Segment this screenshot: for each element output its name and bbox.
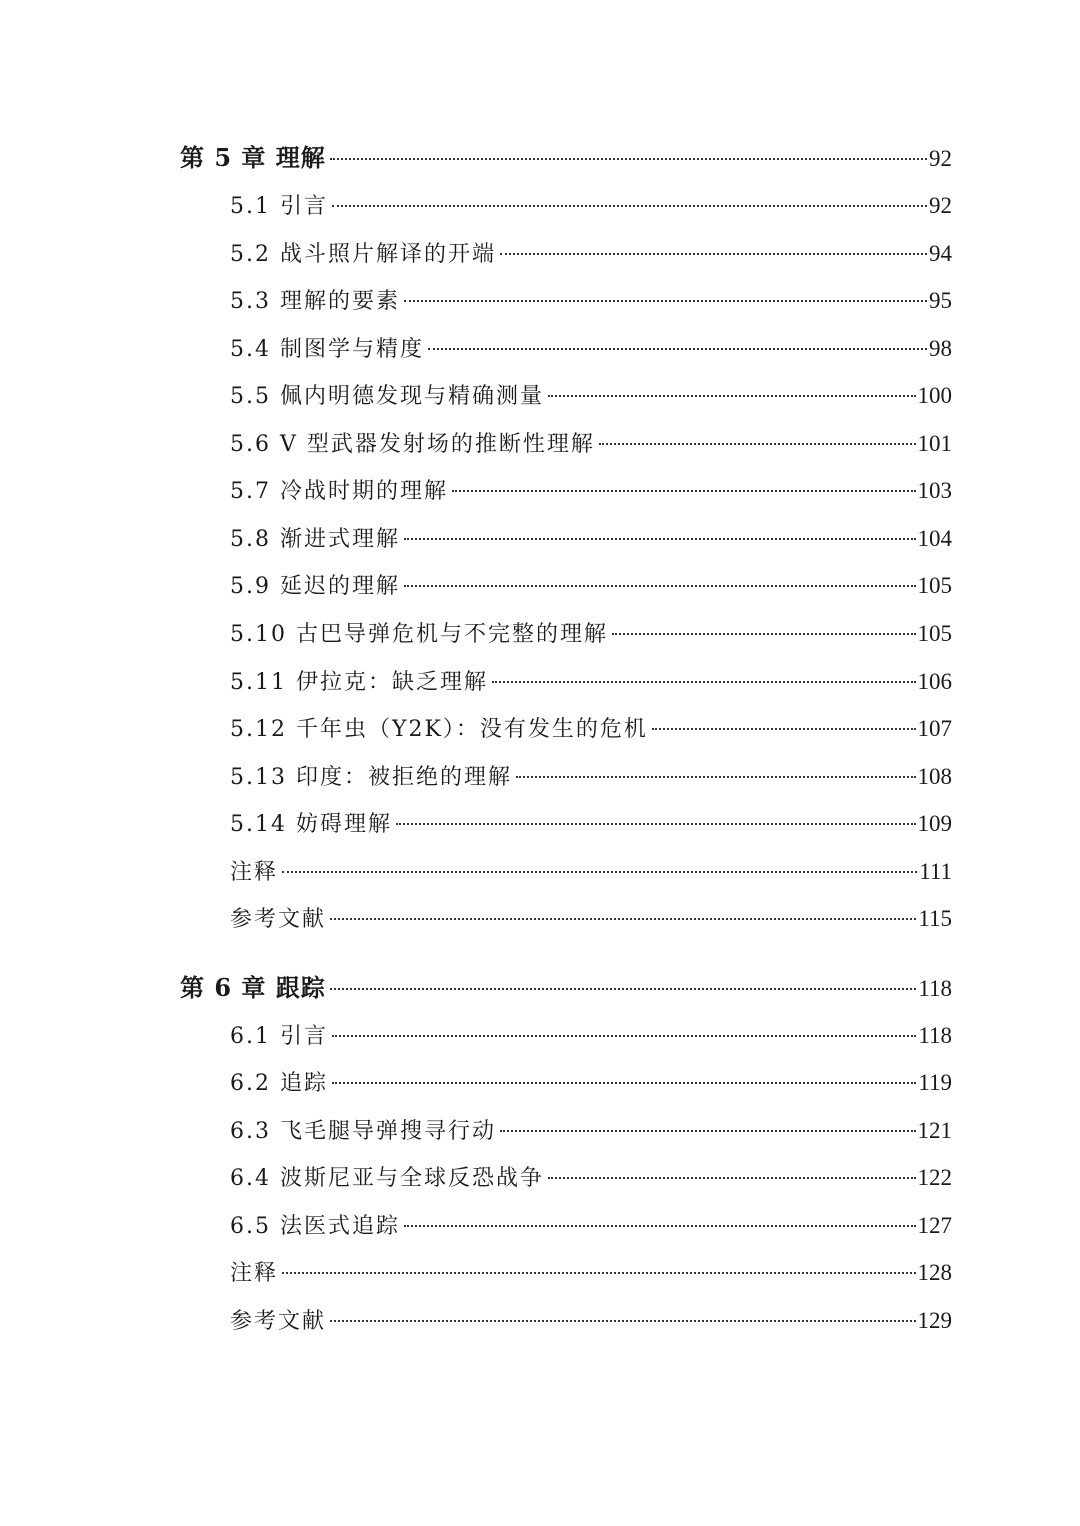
entry-title: 参考文献 [230, 907, 327, 932]
entry-title: 5.7 冷战时期的理解 [230, 479, 448, 504]
toc-entry[interactable] [230, 570, 952, 602]
page-number: 100 [917, 383, 952, 408]
dot-leader [516, 776, 916, 778]
page-number: 109 [917, 811, 952, 836]
entry-title: 6.2 追踪 [230, 1071, 328, 1096]
toc-entry[interactable] [230, 856, 952, 888]
page-number: 127 [917, 1213, 952, 1238]
toc-entry[interactable] [230, 713, 952, 745]
page-number: 129 [917, 1308, 952, 1333]
entry-title: 5.4 制图学与精度 [230, 337, 424, 362]
dot-leader [404, 1225, 916, 1227]
toc-entry[interactable] [230, 285, 952, 317]
page-number: 101 [917, 431, 952, 456]
entry-title: 参考文献 [230, 1309, 327, 1334]
toc-entry[interactable] [230, 475, 952, 507]
entry-title: 5.2 战斗照片解译的开端 [230, 242, 496, 267]
dot-leader [548, 1177, 916, 1179]
toc-entry[interactable] [230, 1210, 952, 1242]
entry-title: 5.3 理解的要素 [230, 289, 400, 314]
entry-title: 5.14 妨碍理解 [230, 812, 392, 837]
page-number: 95 [929, 288, 952, 313]
toc-entry[interactable] [230, 903, 952, 935]
page-number: 121 [917, 1118, 952, 1143]
dot-leader [548, 395, 916, 397]
dot-leader [612, 633, 916, 635]
entry-title: 5.13 印度：被拒绝的理解 [230, 765, 512, 790]
entry-title: 6.1 引言 [230, 1024, 328, 1049]
toc-entry[interactable] [230, 1305, 952, 1337]
toc-chapter-5[interactable] [180, 142, 952, 174]
page-number: 115 [918, 906, 952, 931]
toc-entry[interactable] [230, 761, 952, 793]
entry-title: 6.3 飞毛腿导弹搜寻行动 [230, 1119, 496, 1144]
page-number: 118 [918, 976, 952, 1001]
dot-leader [330, 918, 916, 920]
page-number: 119 [918, 1070, 952, 1095]
entry-title: 5.1 引言 [230, 194, 328, 219]
dot-leader [404, 538, 916, 540]
entry-title: 5.9 延迟的理解 [230, 574, 400, 599]
toc-entry[interactable] [230, 618, 952, 650]
entry-title: 5.8 渐进式理解 [230, 527, 400, 552]
page-number: 94 [929, 241, 952, 266]
dot-leader [282, 871, 917, 873]
page-number: 107 [917, 716, 952, 741]
dot-leader [332, 1035, 916, 1037]
dot-leader [332, 1082, 916, 1084]
page-number: 104 [917, 526, 952, 551]
dot-leader [330, 1320, 915, 1322]
page-number: 118 [918, 1023, 952, 1048]
page-number: 106 [917, 669, 952, 694]
toc-entry[interactable] [230, 380, 952, 412]
toc-entry[interactable] [230, 428, 952, 460]
toc-entry[interactable] [230, 238, 952, 270]
entry-title: 5.10 古巴导弹危机与不完整的理解 [230, 622, 608, 647]
dot-leader [404, 300, 927, 302]
page-number: 92 [929, 146, 952, 171]
entry-title: 5.6 V 型武器发射场的推断性理解 [230, 432, 595, 457]
toc-chapter-6[interactable] [180, 972, 952, 1004]
dot-leader [282, 1272, 915, 1274]
toc-entry[interactable] [230, 190, 952, 222]
dot-leader [452, 490, 916, 492]
dot-leader [492, 681, 916, 683]
dot-leader [652, 728, 916, 730]
toc-entry[interactable] [230, 1257, 952, 1289]
entry-title: 6.4 波斯尼亚与全球反恐战争 [230, 1166, 544, 1191]
dot-leader [599, 443, 916, 445]
page-number: 108 [917, 764, 952, 789]
toc-entry[interactable] [230, 808, 952, 840]
toc-entry[interactable] [230, 523, 952, 555]
page-number: 98 [929, 336, 952, 361]
toc-entry[interactable] [230, 1020, 952, 1052]
toc-entry[interactable] [230, 666, 952, 698]
dot-leader [332, 205, 927, 207]
dot-leader [428, 348, 927, 350]
chapter-title: 第 6 章 跟踪 [180, 973, 326, 1002]
entry-title: 5.5 佩内明德发现与精确测量 [230, 384, 544, 409]
page-number: 103 [917, 478, 952, 503]
dot-leader [330, 988, 917, 990]
dot-leader [396, 823, 916, 825]
page-number: 105 [917, 573, 952, 598]
page-number: 111 [919, 859, 952, 884]
entry-title: 注释 [230, 1261, 279, 1286]
chapter-title: 第 5 章 理解 [180, 143, 326, 172]
toc-entry[interactable] [230, 1067, 952, 1099]
toc-entry[interactable] [230, 1115, 952, 1147]
entry-title: 6.5 法医式追踪 [230, 1214, 400, 1239]
dot-leader [404, 585, 916, 587]
entry-title: 注释 [230, 860, 279, 885]
dot-leader [500, 1130, 916, 1132]
entry-title: 5.11 伊拉克：缺乏理解 [230, 670, 488, 695]
toc-entry[interactable] [230, 1162, 952, 1194]
dot-leader [330, 158, 927, 160]
entry-title: 5.12 千年虫（Y2K）：没有发生的危机 [230, 717, 648, 742]
page-number: 128 [917, 1260, 952, 1285]
page-number: 105 [917, 621, 952, 646]
dot-leader [500, 253, 927, 255]
toc-entry[interactable] [230, 333, 952, 365]
page-number: 122 [917, 1165, 952, 1190]
page-number: 92 [929, 193, 952, 218]
